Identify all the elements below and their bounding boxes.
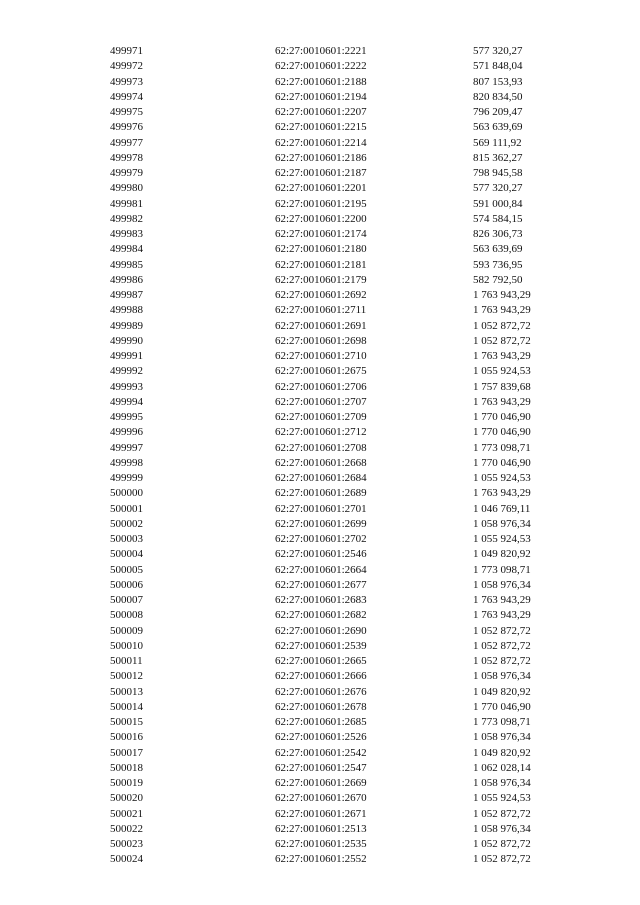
value-cell: 1 055 924,53 (473, 365, 531, 378)
record-number-cell: 500007 (110, 594, 143, 606)
table-row (0, 822, 640, 837)
value-cell: 1 770 046,90 (473, 456, 531, 469)
cadastral-number-cell: 62:27:0010601:2666 (275, 670, 367, 683)
value-cell: 1 763 943,29 (473, 594, 531, 606)
value-cell: 1 773 098,71 (473, 716, 531, 728)
cadastral-number-cell: 62:27:0010601:2701 (275, 502, 367, 515)
table-row (0, 181, 640, 196)
table-row (0, 837, 640, 852)
value-cell: 1 773 098,71 (473, 441, 531, 454)
table-row (0, 715, 640, 730)
record-number-cell: 500003 (110, 533, 143, 545)
cadastral-number-cell: 62:27:0010601:2547 (275, 761, 367, 774)
table-row (0, 395, 640, 410)
record-number-cell: 500015 (110, 716, 143, 728)
table-row (0, 776, 640, 791)
value-cell: 1 055 924,53 (473, 533, 531, 545)
cadastral-number-cell: 62:27:0010601:2546 (275, 548, 367, 561)
record-number-cell: 500009 (110, 624, 143, 637)
cadastral-number-cell: 62:27:0010601:2668 (275, 456, 367, 469)
cadastral-number-cell: 62:27:0010601:2709 (275, 411, 367, 423)
cadastral-number-cell: 62:27:0010601:2542 (275, 746, 367, 759)
record-number-cell: 499999 (110, 472, 143, 484)
record-number-cell: 500020 (110, 792, 143, 805)
cadastral-number-cell: 62:27:0010601:2689 (275, 487, 367, 500)
table-row (0, 166, 640, 181)
record-number-cell: 499998 (110, 456, 143, 469)
cadastral-number-cell: 62:27:0010601:2670 (275, 792, 367, 805)
table-row (0, 608, 640, 623)
record-number-cell: 499993 (110, 380, 143, 393)
record-number-cell: 500002 (110, 517, 143, 530)
cadastral-number-cell: 62:27:0010601:2513 (275, 822, 367, 835)
cadastral-number-cell: 62:27:0010601:2710 (275, 350, 367, 362)
table-row (0, 532, 640, 547)
cadastral-number-cell: 62:27:0010601:2180 (275, 243, 367, 256)
cadastral-number-cell: 62:27:0010601:2702 (275, 533, 367, 545)
record-number-cell: 499980 (110, 182, 143, 195)
record-number-cell: 500012 (110, 670, 143, 683)
record-number-cell: 499985 (110, 258, 143, 271)
cadastral-number-cell: 62:27:0010601:2692 (275, 289, 367, 301)
record-number-cell: 500018 (110, 761, 143, 774)
table-row (0, 730, 640, 745)
table-row (0, 120, 640, 135)
record-number-cell: 499988 (110, 304, 143, 317)
record-number-cell: 500005 (110, 563, 143, 576)
value-cell: 577 320,27 (473, 182, 523, 195)
record-number-cell: 500024 (110, 853, 143, 866)
table-row (0, 639, 640, 654)
record-number-cell: 499984 (110, 243, 143, 256)
value-cell: 1 052 872,72 (473, 624, 531, 637)
record-number-cell: 500013 (110, 685, 143, 698)
record-number-cell: 499991 (110, 350, 143, 362)
table-row (0, 791, 640, 806)
record-number-cell: 500022 (110, 822, 143, 835)
record-number-cell: 499987 (110, 289, 143, 301)
value-cell: 1 062 028,14 (473, 761, 531, 774)
cadastral-number-cell: 62:27:0010601:2682 (275, 609, 367, 622)
table-row (0, 105, 640, 120)
table-row (0, 547, 640, 562)
table-row (0, 197, 640, 212)
cadastral-number-cell: 62:27:0010601:2712 (275, 426, 367, 439)
cadastral-number-cell: 62:27:0010601:2194 (275, 90, 367, 103)
table-row (0, 624, 640, 639)
record-number-cell: 500004 (110, 548, 143, 561)
value-cell: 1 052 872,72 (473, 319, 531, 332)
value-cell: 1 049 820,92 (473, 685, 531, 698)
cadastral-number-cell: 62:27:0010601:2678 (275, 700, 367, 713)
cadastral-number-cell: 62:27:0010601:2195 (275, 197, 367, 210)
table-row (0, 288, 640, 303)
value-cell: 1 052 872,72 (473, 655, 531, 667)
value-cell: 1 052 872,72 (473, 639, 531, 652)
value-cell: 1 770 046,90 (473, 411, 531, 423)
value-cell: 1 049 820,92 (473, 746, 531, 759)
cadastral-number-cell: 62:27:0010601:2664 (275, 563, 367, 576)
record-number-cell: 499997 (110, 441, 143, 454)
table-row (0, 685, 640, 700)
cadastral-number-cell: 62:27:0010601:2200 (275, 212, 367, 225)
table-row (0, 273, 640, 288)
value-cell: 1 052 872,72 (473, 807, 531, 820)
table-row (0, 593, 640, 608)
value-cell: 1 763 943,29 (473, 350, 531, 362)
value-cell: 574 584,15 (473, 212, 523, 225)
cadastral-number-cell: 62:27:0010601:2676 (275, 685, 367, 698)
value-cell: 1 049 820,92 (473, 548, 531, 561)
value-cell: 571 848,04 (473, 60, 523, 73)
record-number-cell: 500017 (110, 746, 143, 759)
table-row (0, 654, 640, 669)
cadastral-number-cell: 62:27:0010601:2215 (275, 121, 367, 134)
record-number-cell: 500019 (110, 777, 143, 789)
record-number-cell: 499990 (110, 334, 143, 347)
value-cell: 1 058 976,34 (473, 822, 531, 835)
cadastral-number-cell: 62:27:0010601:2174 (275, 228, 367, 240)
value-cell: 569 111,92 (473, 136, 522, 149)
table-row (0, 486, 640, 501)
cadastral-number-cell: 62:27:0010601:2711 (275, 304, 367, 317)
value-cell: 796 209,47 (473, 106, 523, 118)
value-cell: 1 058 976,34 (473, 517, 531, 530)
value-cell: 798 945,58 (473, 167, 523, 179)
record-number-cell: 500000 (110, 487, 143, 500)
record-number-cell: 499975 (110, 106, 143, 118)
cadastral-number-cell: 62:27:0010601:2186 (275, 151, 367, 164)
table-row (0, 746, 640, 761)
table-row (0, 441, 640, 456)
value-cell: 1 055 924,53 (473, 792, 531, 805)
value-cell: 826 306,73 (473, 228, 523, 240)
value-cell: 820 834,50 (473, 90, 523, 103)
value-cell: 1 763 943,29 (473, 289, 531, 301)
table-row (0, 502, 640, 517)
record-number-cell: 499981 (110, 197, 143, 210)
value-cell: 1 058 976,34 (473, 731, 531, 744)
cadastral-number-cell: 62:27:0010601:2677 (275, 578, 367, 591)
value-cell: 1 058 976,34 (473, 670, 531, 683)
value-cell: 582 792,50 (473, 273, 523, 286)
value-cell: 1 770 046,90 (473, 700, 531, 713)
cadastral-number-cell: 62:27:0010601:2207 (275, 106, 367, 118)
table-row (0, 319, 640, 334)
record-number-cell: 499973 (110, 75, 143, 88)
record-number-cell: 499977 (110, 136, 143, 149)
table-row (0, 471, 640, 486)
table-row (0, 425, 640, 440)
value-cell: 1 763 943,29 (473, 304, 531, 317)
record-number-cell: 499976 (110, 121, 143, 134)
record-number-cell: 500001 (110, 502, 143, 515)
record-number-cell: 499982 (110, 212, 143, 225)
table-row (0, 852, 640, 867)
table-row (0, 242, 640, 257)
value-cell: 1 058 976,34 (473, 578, 531, 591)
cadastral-number-cell: 62:27:0010601:2665 (275, 655, 367, 667)
value-cell: 1 052 872,72 (473, 853, 531, 866)
cadastral-number-cell: 62:27:0010601:2535 (275, 838, 367, 850)
cadastral-number-cell: 62:27:0010601:2539 (275, 639, 367, 652)
value-cell: 1 757 839,68 (473, 380, 531, 393)
table-row (0, 563, 640, 578)
value-cell: 1 058 976,34 (473, 777, 531, 789)
record-number-cell: 500011 (110, 655, 143, 667)
cadastral-number-cell: 62:27:0010601:2685 (275, 716, 367, 728)
cadastral-number-cell: 62:27:0010601:2671 (275, 807, 367, 820)
table-row (0, 90, 640, 105)
cadastral-number-cell: 62:27:0010601:2179 (275, 273, 367, 286)
cadastral-number-cell: 62:27:0010601:2708 (275, 441, 367, 454)
record-number-cell: 499996 (110, 426, 143, 439)
value-cell: 1 770 046,90 (473, 426, 531, 439)
cadastral-number-cell: 62:27:0010601:2214 (275, 136, 367, 149)
cadastral-number-cell: 62:27:0010601:2698 (275, 334, 367, 347)
record-number-cell: 499989 (110, 319, 143, 332)
record-number-cell: 500008 (110, 609, 143, 622)
table-row (0, 669, 640, 684)
table-row (0, 761, 640, 776)
value-cell: 1 052 872,72 (473, 334, 531, 347)
value-cell: 1 773 098,71 (473, 563, 531, 576)
table-row (0, 303, 640, 318)
value-cell: 1 763 943,29 (473, 487, 531, 500)
table-row (0, 410, 640, 425)
table-row (0, 807, 640, 822)
value-cell: 563 639,69 (473, 243, 523, 256)
record-number-cell: 499971 (110, 45, 143, 57)
data-table (0, 44, 640, 868)
cadastral-number-cell: 62:27:0010601:2221 (275, 45, 367, 57)
cadastral-number-cell: 62:27:0010601:2691 (275, 319, 367, 332)
table-row (0, 59, 640, 74)
record-number-cell: 499995 (110, 411, 143, 423)
cadastral-number-cell: 62:27:0010601:2187 (275, 167, 367, 179)
table-row (0, 75, 640, 90)
record-number-cell: 499994 (110, 395, 143, 408)
value-cell: 563 639,69 (473, 121, 523, 134)
table-row (0, 349, 640, 364)
value-cell: 1 763 943,29 (473, 609, 531, 622)
table-row (0, 151, 640, 166)
table-row (0, 364, 640, 379)
table-row (0, 578, 640, 593)
value-cell: 1 055 924,53 (473, 472, 531, 484)
cadastral-number-cell: 62:27:0010601:2181 (275, 258, 367, 271)
record-number-cell: 499978 (110, 151, 143, 164)
record-number-cell: 499986 (110, 273, 143, 286)
record-number-cell: 500021 (110, 807, 143, 820)
cadastral-number-cell: 62:27:0010601:2684 (275, 472, 367, 484)
table-row (0, 700, 640, 715)
record-number-cell: 499972 (110, 60, 143, 73)
value-cell: 1 052 872,72 (473, 838, 531, 850)
cadastral-number-cell: 62:27:0010601:2690 (275, 624, 367, 637)
table-row (0, 227, 640, 242)
cadastral-number-cell: 62:27:0010601:2201 (275, 182, 367, 195)
record-number-cell: 499974 (110, 90, 143, 103)
table-row (0, 517, 640, 532)
value-cell: 591 000,84 (473, 197, 523, 210)
table-row (0, 258, 640, 273)
cadastral-number-cell: 62:27:0010601:2552 (275, 853, 367, 866)
table-row (0, 44, 640, 59)
cadastral-number-cell: 62:27:0010601:2683 (275, 594, 367, 606)
record-number-cell: 500006 (110, 578, 143, 591)
record-number-cell: 499983 (110, 228, 143, 240)
value-cell: 1 763 943,29 (473, 395, 531, 408)
record-number-cell: 499992 (110, 365, 143, 378)
cadastral-number-cell: 62:27:0010601:2706 (275, 380, 367, 393)
table-row (0, 212, 640, 227)
cadastral-number-cell: 62:27:0010601:2675 (275, 365, 367, 378)
table-row (0, 334, 640, 349)
value-cell: 577 320,27 (473, 45, 523, 57)
value-cell: 815 362,27 (473, 151, 523, 164)
record-number-cell: 500014 (110, 700, 143, 713)
value-cell: 593 736,95 (473, 258, 523, 271)
record-number-cell: 500016 (110, 731, 143, 744)
table-row (0, 456, 640, 471)
cadastral-number-cell: 62:27:0010601:2222 (275, 60, 367, 73)
cadastral-number-cell: 62:27:0010601:2526 (275, 731, 367, 744)
value-cell: 807 153,93 (473, 75, 523, 88)
table-row (0, 136, 640, 151)
record-number-cell: 500023 (110, 838, 143, 850)
record-number-cell: 500010 (110, 639, 143, 652)
table-row (0, 380, 640, 395)
cadastral-number-cell: 62:27:0010601:2699 (275, 517, 367, 530)
record-number-cell: 499979 (110, 167, 143, 179)
cadastral-number-cell: 62:27:0010601:2188 (275, 75, 367, 88)
value-cell: 1 046 769,11 (473, 502, 531, 515)
cadastral-number-cell: 62:27:0010601:2669 (275, 777, 367, 789)
cadastral-number-cell: 62:27:0010601:2707 (275, 395, 367, 408)
